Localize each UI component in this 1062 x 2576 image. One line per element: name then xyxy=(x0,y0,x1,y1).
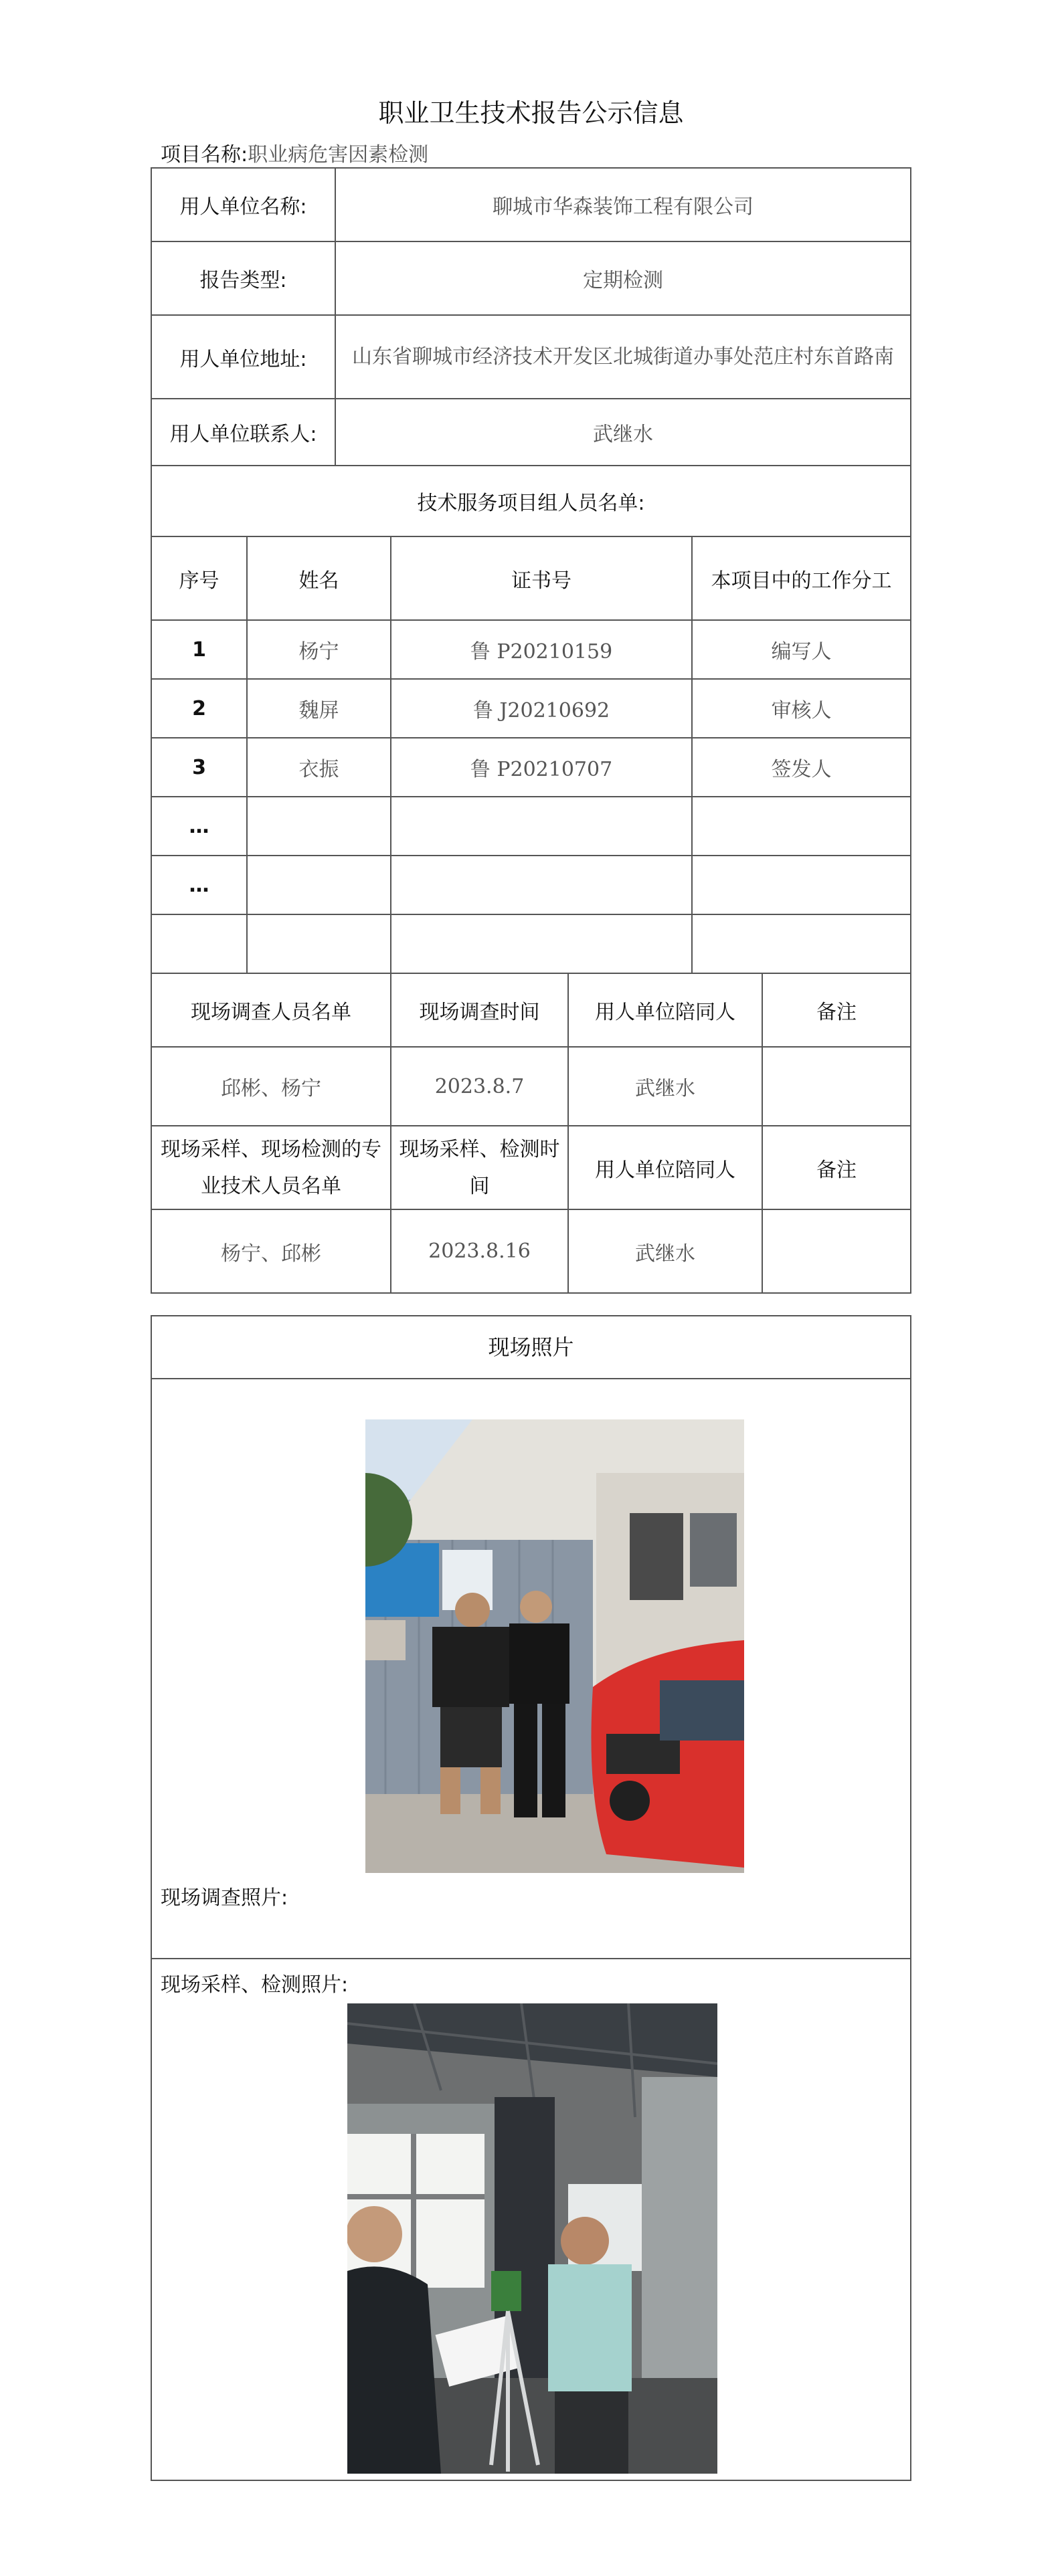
photo-divider xyxy=(151,1958,911,1959)
survey-staff-value: 邱彬、杨宁 xyxy=(151,1047,391,1126)
project-value: 职业病危害因素检测 xyxy=(248,143,429,167)
team-row-name: 魏屏 xyxy=(247,679,391,738)
table-row xyxy=(151,856,911,914)
team-header-cert: 证书号 xyxy=(391,536,692,620)
survey-photo-image xyxy=(365,1419,744,1873)
team-row-cert: 鲁 J20210692 xyxy=(391,679,692,738)
sampling-header-escort: 用人单位陪同人 xyxy=(568,1126,762,1209)
team-title: 技术服务项目组人员名单: xyxy=(151,466,911,536)
survey-header-escort: 用人单位陪同人 xyxy=(568,973,762,1047)
team-header-name: 姓名 xyxy=(247,536,391,620)
survey-header-staff: 现场调查人员名单 xyxy=(151,973,391,1047)
team-row-cert: 鲁 P20210707 xyxy=(391,738,692,797)
team-row-role xyxy=(692,797,911,856)
team-row-role xyxy=(692,856,911,914)
survey-time-value: 2023.8.7 xyxy=(391,1047,568,1126)
team-row-role: 签发人 xyxy=(692,738,911,797)
sampling-photo xyxy=(347,2003,717,2474)
contact-label: 用人单位联系人: xyxy=(151,399,335,466)
sampling-remark-value xyxy=(762,1209,911,1293)
sampling-photo-caption: 现场采样、检测照片: xyxy=(161,1973,349,1997)
survey-header-remark: 备注 xyxy=(762,973,911,1047)
team-row-role: 编写人 xyxy=(692,620,911,679)
team-table xyxy=(151,465,911,974)
sampling-escort-value: 武继水 xyxy=(568,1209,762,1293)
project-label: 项目名称: xyxy=(161,143,248,167)
address-value: 山东省聊城市经济技术开发区北城街道办事处范庄村东首路南 xyxy=(335,315,911,399)
team-row-name xyxy=(247,856,391,914)
survey-photo-caption: 现场调查照片: xyxy=(161,1886,288,1910)
table-row xyxy=(151,679,911,738)
team-row-no: … xyxy=(151,856,247,914)
address-label: 用人单位地址: xyxy=(151,315,335,399)
team-row-no: 3 xyxy=(151,738,247,797)
sampling-staff-value: 杨宁、邱彬 xyxy=(151,1209,391,1293)
team-row-no: … xyxy=(151,797,247,856)
unit-name-value: 聊城市华森装饰工程有限公司 xyxy=(335,168,911,241)
project-line xyxy=(161,138,428,167)
table-row xyxy=(151,738,911,797)
report-type-value: 定期检测 xyxy=(335,241,911,315)
table-row xyxy=(151,797,911,856)
team-row-no xyxy=(151,914,247,973)
sampling-header-staff: 现场采样、现场检测的专业技术人员名单 xyxy=(151,1126,391,1209)
team-row-no: 1 xyxy=(151,620,247,679)
table-row xyxy=(151,620,911,679)
team-row-name xyxy=(247,797,391,856)
team-row-role: 审核人 xyxy=(692,679,911,738)
team-row-cert xyxy=(391,914,692,973)
document-title: 职业卫生技术报告公示信息 xyxy=(378,98,684,128)
team-row-cert xyxy=(391,797,692,856)
team-row-name: 杨宁 xyxy=(247,620,391,679)
survey-photo xyxy=(365,1419,744,1873)
unit-name-label: 用人单位名称: xyxy=(151,168,335,241)
survey-table xyxy=(151,973,911,1294)
team-header-no: 序号 xyxy=(151,536,247,620)
table-row xyxy=(151,914,911,973)
survey-header-time: 现场调查时间 xyxy=(391,973,568,1047)
survey-remark-value xyxy=(762,1047,911,1126)
unit-info-table xyxy=(151,167,911,466)
survey-escort-value: 武继水 xyxy=(568,1047,762,1126)
sampling-time-value: 2023.8.16 xyxy=(391,1209,568,1293)
photo-section-title: 现场照片 xyxy=(151,1315,911,1379)
team-row-no: 2 xyxy=(151,679,247,738)
sampling-header-remark: 备注 xyxy=(762,1126,911,1209)
contact-value: 武继水 xyxy=(335,399,911,466)
sampling-photo-image xyxy=(347,2003,717,2474)
team-row-cert xyxy=(391,856,692,914)
team-row-role xyxy=(692,914,911,973)
team-header-role: 本项目中的工作分工 xyxy=(692,536,911,620)
team-row-name: 衣振 xyxy=(247,738,391,797)
team-row-name xyxy=(247,914,391,973)
sampling-header-time: 现场采样、检测时间 xyxy=(391,1126,568,1209)
info-table xyxy=(151,167,911,1294)
team-row-cert: 鲁 P20210159 xyxy=(391,620,692,679)
report-type-label: 报告类型: xyxy=(151,241,335,315)
